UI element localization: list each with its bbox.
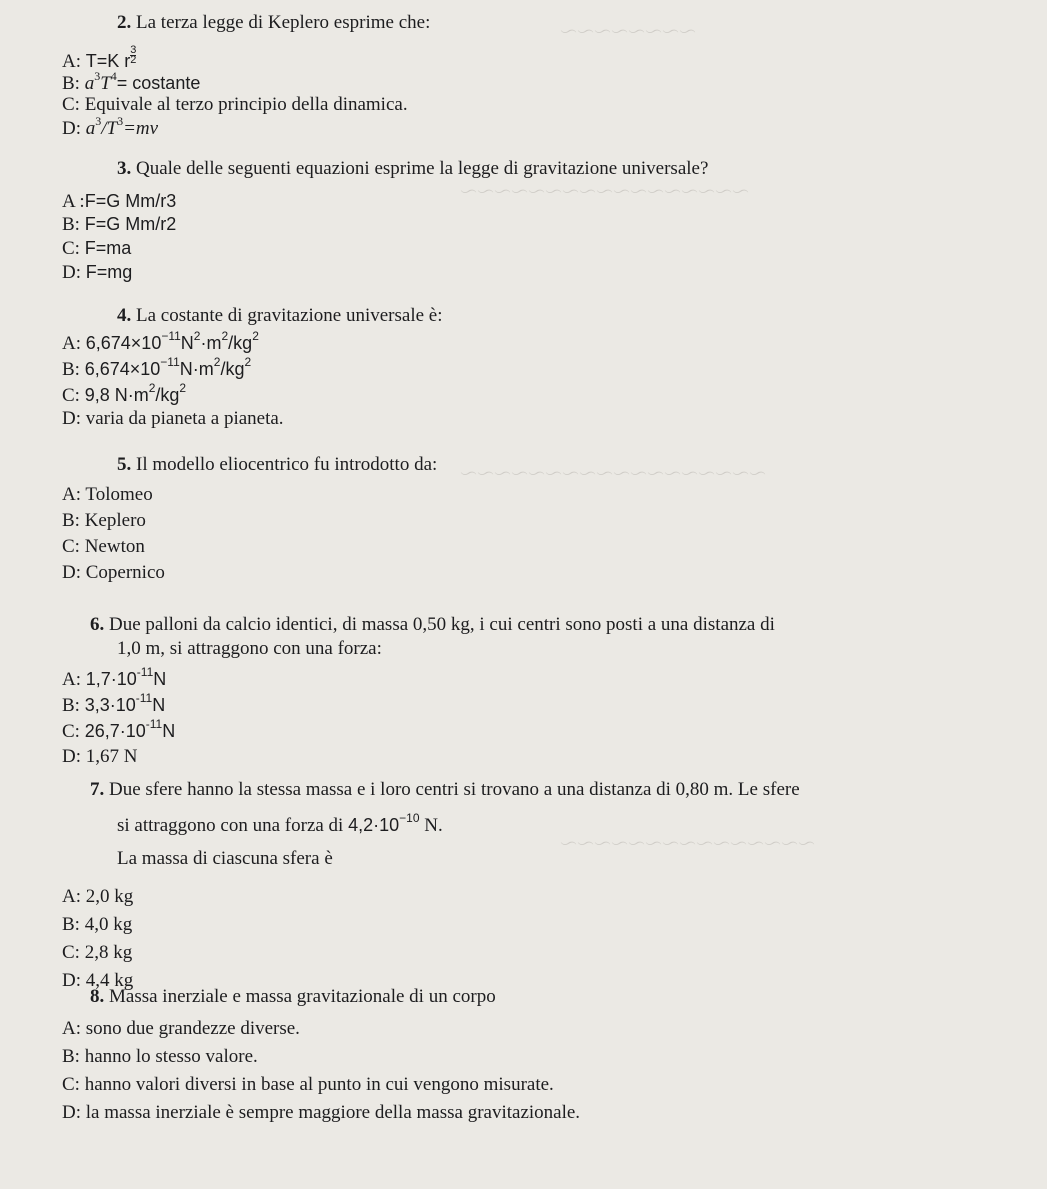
bleed-through-text: ～～～～～～～～～～～～～～～: [560, 835, 815, 854]
question-3-option-b[interactable]: B: F=G Mm/r2: [62, 214, 177, 235]
question-3-title: 3. Quale delle seguenti equazioni esprime la legge di gravitazione universale?: [117, 158, 709, 179]
question-8-option-b[interactable]: B: hanno lo stesso valore.: [62, 1046, 258, 1067]
question-7-title-cont: si attraggono con una forza di $4,2\cdot 10^{-10}$ N.: [117, 811, 443, 836]
question-7-option-d[interactable]: D: 4,4 kg: [62, 970, 134, 991]
question-4-option-a[interactable]: A: $6,674\times 10^{-11}N^2\cdot m^2/kg^2$: [62, 329, 259, 354]
bleed-through-text: ～～～～～～～～～～～～～～～～～～: [460, 465, 766, 484]
question-2-option-b[interactable]: B: $a^3T^4=$ costante: [62, 68, 201, 94]
question-7-prompt: La massa di ciascuna sfera è: [117, 848, 333, 869]
question-3-option-a[interactable]: A :F=G Mm/r3: [62, 191, 177, 212]
question-6-option-c[interactable]: C: $26,7\cdot 10^{-11}N$: [62, 717, 176, 742]
question-7-option-a[interactable]: A: 2,0 kg: [62, 886, 134, 907]
exponent-fraction: $\frac{3}{2}$: [130, 44, 137, 66]
question-4-option-c[interactable]: C: 9,8 $N\cdot m^2/kg^2$: [62, 381, 187, 406]
question-3-option-d[interactable]: D: F=mg: [62, 262, 133, 283]
question-4-option-d[interactable]: D: varia da pianeta a pianeta.: [62, 408, 284, 429]
question-5-option-d[interactable]: D: Copernico: [62, 562, 165, 583]
question-2-option-d[interactable]: D: $a^3/T^3=mv$: [62, 113, 159, 139]
question-5-option-a[interactable]: A: Tolomeo: [62, 484, 153, 505]
question-7-option-b[interactable]: B: 4,0 kg: [62, 914, 133, 935]
question-6-option-b[interactable]: B: $3,3\cdot 10^{-11}N$: [62, 691, 166, 716]
question-8-option-a[interactable]: A: sono due grandezze diverse.: [62, 1018, 300, 1039]
question-6-title-cont: 1,0 m, si attraggono con una forza:: [117, 638, 382, 659]
question-7-title: 7. Due sfere hanno la stessa massa e i loro centri si trovano a una distanza di 0,80 m. Le sfere: [90, 779, 800, 800]
question-8-title: 8. Massa inerziale e massa gravitazionale di un corpo: [90, 986, 496, 1007]
question-4-option-b[interactable]: B: $6,674\times 10^{-11}N\cdot m^2/kg^2$: [62, 355, 252, 380]
question-6-title: 6. Due palloni da calcio identici, di massa 0,50 kg, i cui centri sono posti a una distanza di: [90, 614, 775, 635]
question-5-title: 5. Il modello eliocentrico fu introdotto da:: [117, 454, 438, 475]
question-8-option-d[interactable]: D: la massa inerziale è sempre maggiore della massa gravitazionale.: [62, 1102, 581, 1123]
bleed-through-text: ～～～～～～～～: [560, 23, 696, 42]
question-6-option-a[interactable]: A: $1,7\cdot 10^{-11}N$: [62, 665, 167, 690]
question-2-option-a[interactable]: A: T=K r $\frac{3}{2}$: [62, 44, 137, 72]
question-2-option-c[interactable]: C: Equivale al terzo principio della dinamica.: [62, 94, 408, 115]
question-4-title: 4. La costante di gravitazione universale è:: [117, 305, 443, 326]
question-6-option-d[interactable]: D: 1,67 N: [62, 746, 138, 767]
question-8-option-c[interactable]: C: hanno valori diversi in base al punto in cui vengono misurate.: [62, 1074, 554, 1095]
question-3-option-c[interactable]: C: F=ma: [62, 238, 132, 259]
question-5-option-c[interactable]: C: Newton: [62, 536, 145, 557]
question-2-title: 2. La terza legge di Keplero esprime che:: [117, 12, 431, 33]
question-5-option-b[interactable]: B: Keplero: [62, 510, 146, 531]
bleed-through-text: ～～～～～～～～～～～～～～～～～: [460, 183, 749, 202]
question-7-option-c[interactable]: C: 2,8 kg: [62, 942, 133, 963]
